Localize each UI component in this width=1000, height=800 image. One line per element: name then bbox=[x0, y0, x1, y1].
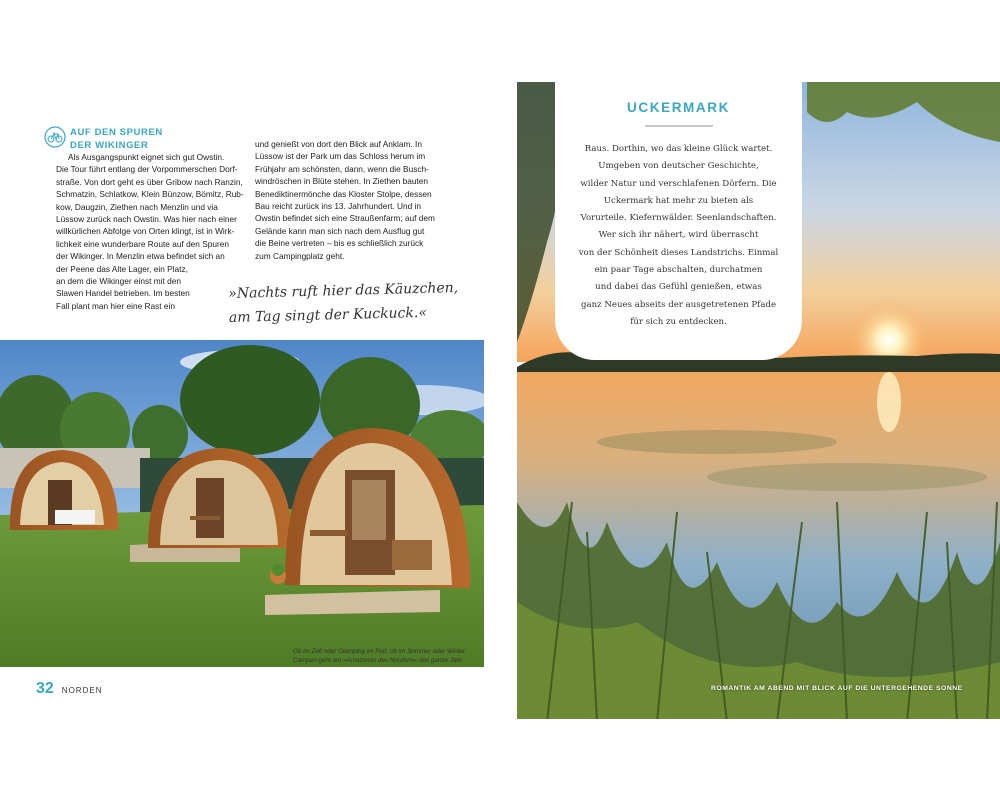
camping-pods-photo bbox=[0, 340, 484, 667]
card-line: für sich zu entdecken. bbox=[630, 316, 727, 327]
card-title: UCKERMARK bbox=[627, 100, 730, 115]
text-line: der Peene das Alte Lager, ein Platz, bbox=[56, 263, 188, 274]
card-divider bbox=[645, 125, 713, 127]
text-line: Lüssow zurück nach Owstin. Was hier nach einer bbox=[56, 214, 237, 225]
card-line: wilder Natur und verschlafenen Dörfern. Die bbox=[580, 178, 777, 189]
text-line: straße. Von dort geht es über Gribow nach Ranzin, bbox=[56, 176, 243, 187]
body-column-1 bbox=[56, 151, 244, 312]
uckermark-info-card bbox=[555, 82, 802, 360]
card-line: Umgeben von deutscher Geschichte, bbox=[598, 161, 759, 172]
body-column-2 bbox=[255, 138, 445, 262]
text-line: die Beine vertreten – bis es schließlich zurück bbox=[255, 238, 424, 249]
text-line: an dem die Wikinger einst mit den bbox=[56, 276, 181, 287]
caption-line: Campen geht am »Amazonas des Nordens« das ganze Jahr. bbox=[293, 657, 464, 664]
text-line: zum Campingplatz geht. bbox=[255, 250, 345, 261]
text-line: Lüssow ist der Park um das Schloss herum im bbox=[255, 151, 426, 162]
text-line: Bau reicht zurück ins 13. Jahrhundert. Und in bbox=[255, 201, 422, 212]
card-line: Raus. Dorthin, wo das kleine Glück wartet. bbox=[584, 144, 773, 154]
text-line: windröschen in Blüte stehen. In Ziethen bauten bbox=[255, 176, 428, 187]
text-line: Gelände kann man sich nach dem Ausflug gut bbox=[255, 225, 425, 236]
section-heading-line: DER WIKINGER bbox=[70, 140, 149, 151]
card-line: Wer sich ihr nähert, wird überrascht bbox=[598, 230, 759, 241]
caption-line: Ob im Zelt oder Glamping im Pod, ob im Sommer oder Winter: bbox=[293, 648, 467, 655]
quote-line: am Tag singt der Kuckuck.« bbox=[228, 304, 428, 326]
text-line: Schmatzin, Schlatkow, Klein Bünzow, Bömitz, Rub- bbox=[56, 189, 244, 200]
card-line: Uckermark hat mehr zu bieten als bbox=[603, 195, 754, 206]
text-line: Owstin befindet sich eine Straußenfarm; auf dem bbox=[255, 213, 435, 224]
section-heading bbox=[70, 126, 163, 152]
card-line: Vorurteile. Kiefernwälder. Seenlandschaften. bbox=[580, 213, 777, 224]
text-line: Als Ausgangspunkt eignet sich gut Owstin. bbox=[68, 152, 225, 162]
text-line: Fall plant man hier eine Rast ein bbox=[56, 300, 175, 311]
text-line: Frühjahr am schönsten, dann, wenn die Busch- bbox=[255, 163, 429, 174]
lake-photo-caption: ROMANTIK AM ABEND MIT BLICK AUF DIE UNTERGEHENDE SONNE bbox=[711, 685, 963, 692]
pull-quote bbox=[228, 276, 469, 330]
card-line: ein paar Tage abschalten, durchatmen bbox=[594, 265, 763, 276]
bicycle-icon bbox=[44, 126, 66, 148]
card-line: von der Schönheit dieses Landstrichs. Einmal bbox=[578, 247, 779, 258]
quote-line: »Nachts ruft hier das Käuzchen, bbox=[228, 279, 459, 302]
text-line: Die Tour führt entlang der Vorpommerschen Dorf- bbox=[56, 164, 238, 175]
section-heading-line: AUF DEN SPUREN bbox=[70, 127, 163, 138]
text-line: und genießt von dort den Blick auf Anklam. In bbox=[255, 139, 422, 149]
section-name: NORDEN bbox=[61, 686, 103, 695]
text-line: der Wikinger. In Menzlin etwa befindet sich an bbox=[56, 251, 225, 262]
text-line: Benediktinermönche das Kloster Stolpe, dessen bbox=[255, 188, 432, 199]
text-line: Slawen Handel betrieben. Im besten bbox=[56, 288, 190, 299]
card-line: und dabei das Gefühl genießen, etwas bbox=[595, 282, 762, 293]
photo-caption bbox=[293, 647, 483, 665]
text-line: lichkeit eine wunderbare Route auf den Spuren bbox=[56, 238, 229, 249]
card-text bbox=[555, 141, 802, 331]
card-line: ganz Neues abseits der ausgetretenen Pfade bbox=[580, 299, 777, 310]
page-folio bbox=[36, 680, 102, 698]
text-line: willkürlichen Abfolge von Orten klingt, ist in Wirk- bbox=[56, 226, 235, 237]
text-line: kow, Daugzin, Ziethen nach Menzlin und via bbox=[56, 201, 218, 212]
page-number: 32 bbox=[36, 680, 54, 697]
